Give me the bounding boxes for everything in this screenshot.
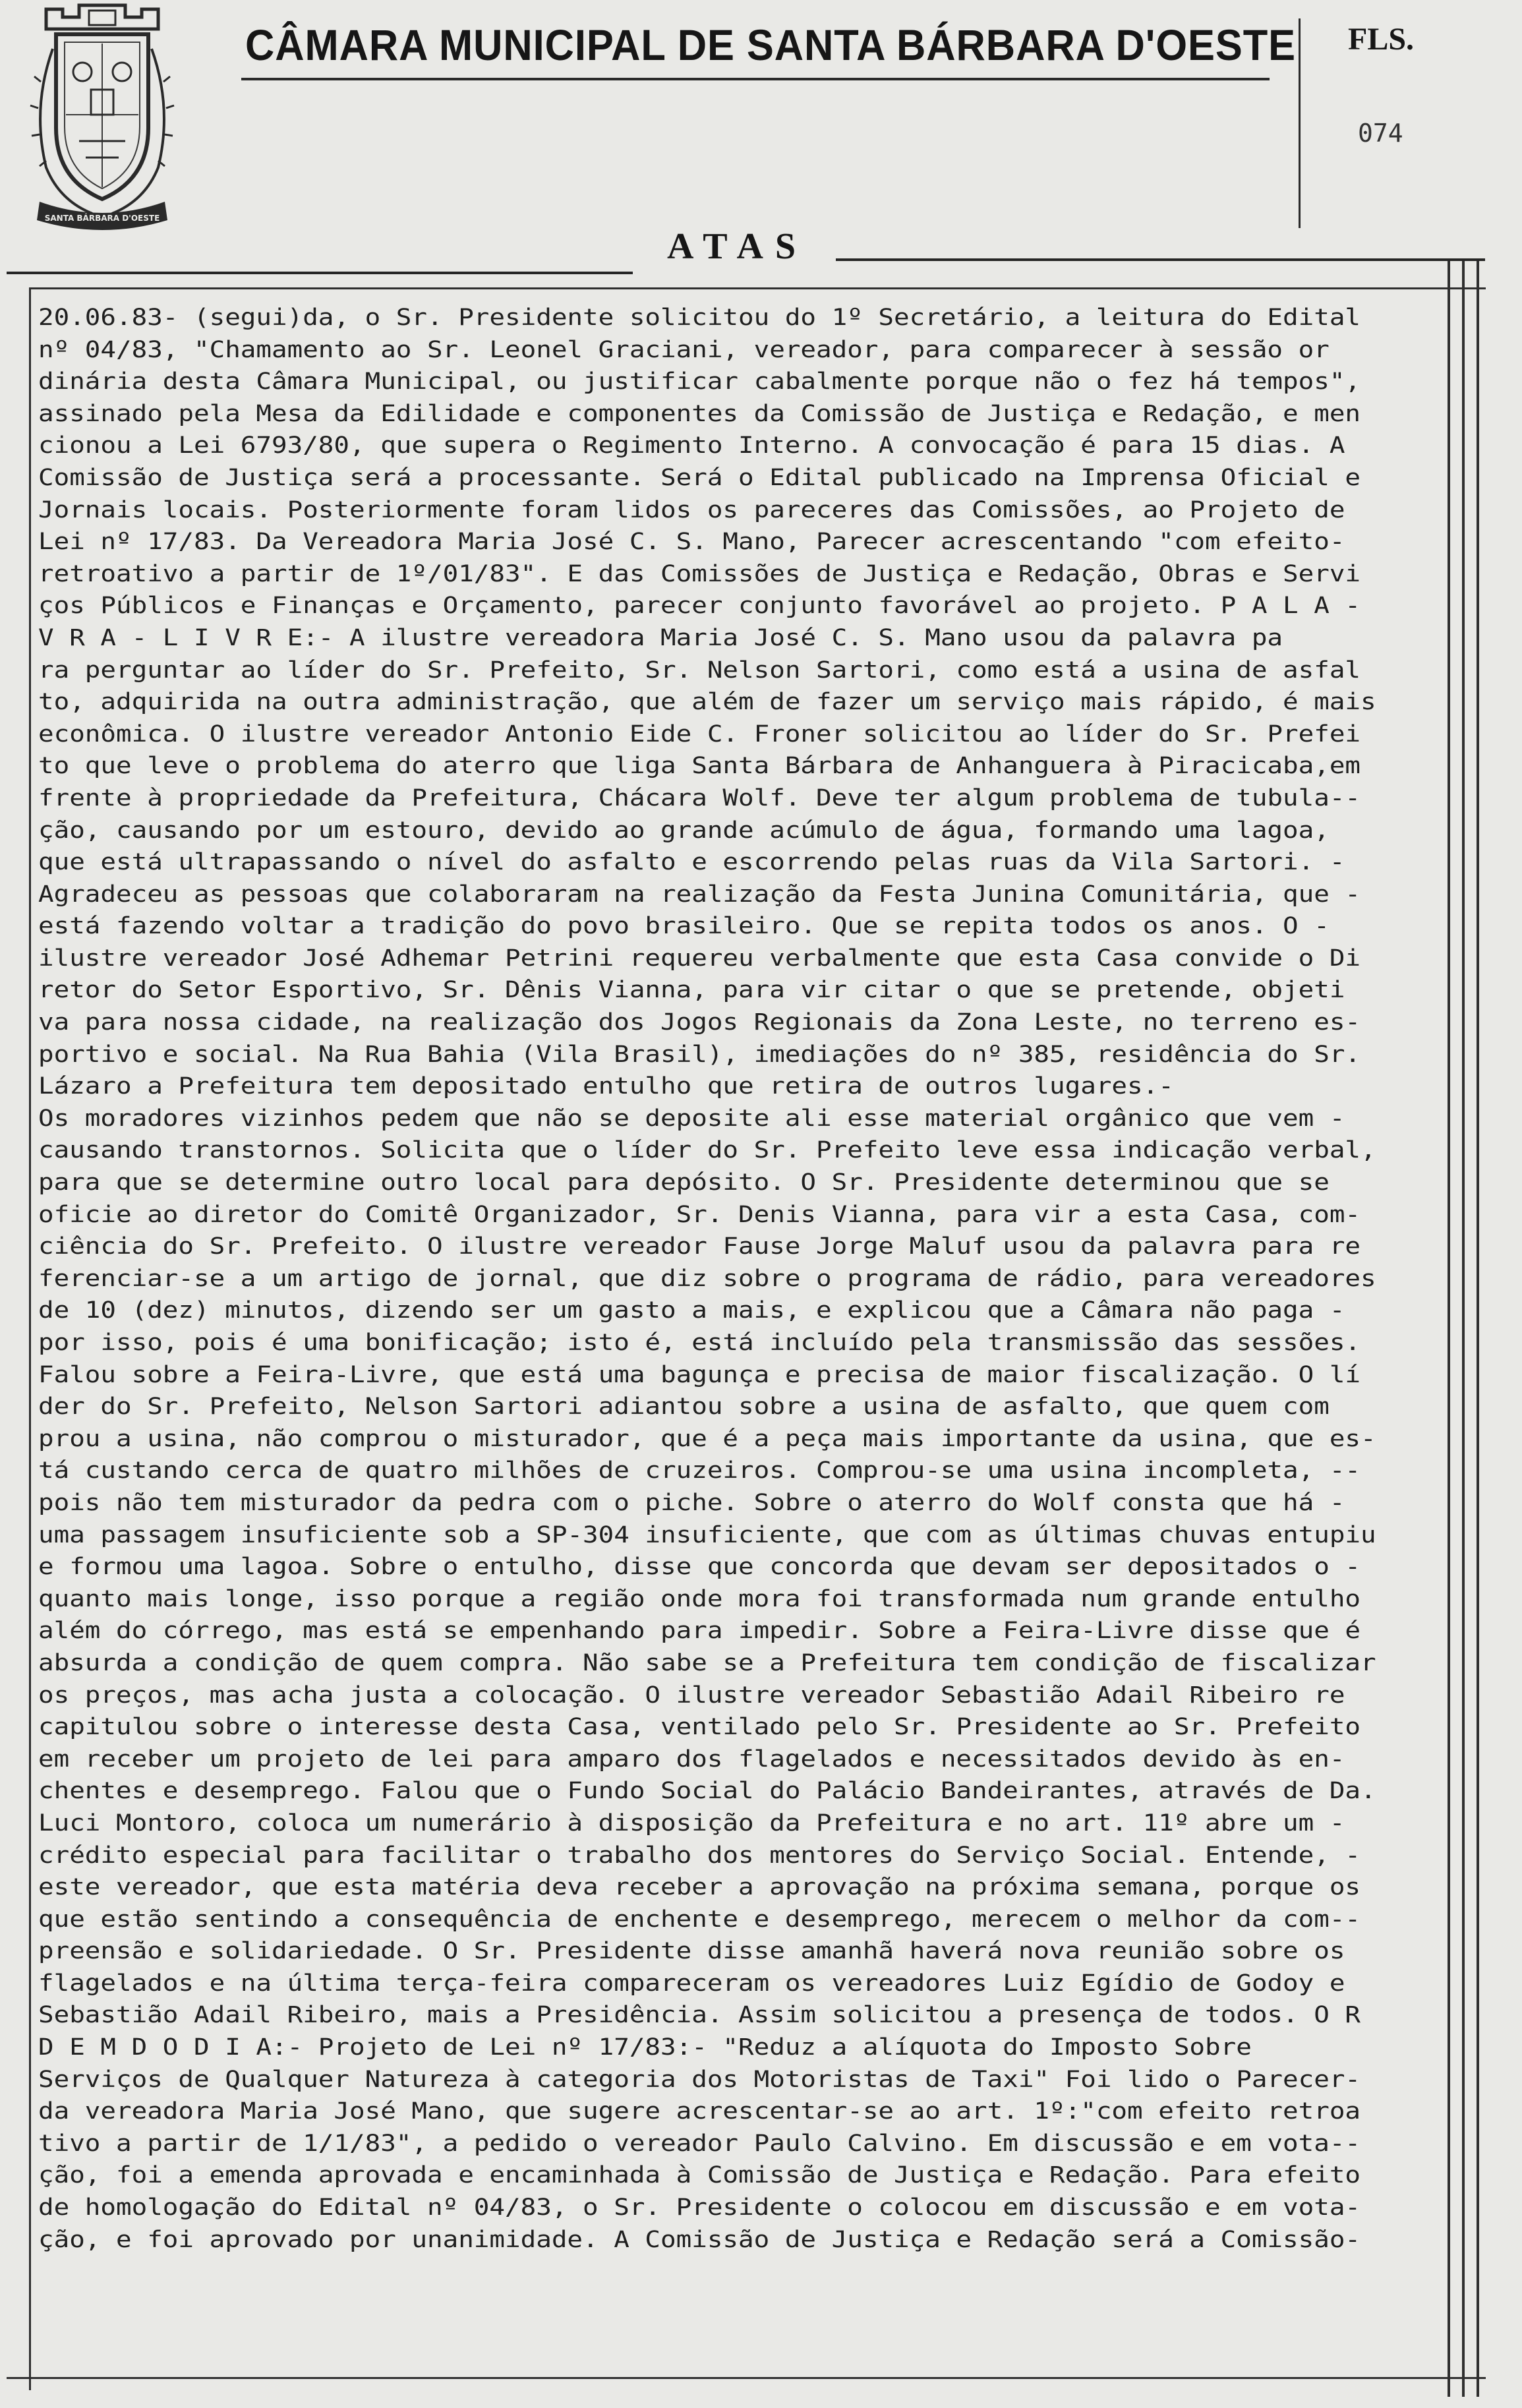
minutes-line [38, 1039, 1448, 1071]
frame-top-rule [29, 287, 1486, 289]
minutes-line-text: oficie ao diretor do Comitê Organizador, Sr. Denis Vianna, para vir a esta Casa, com- [38, 1201, 1361, 1228]
minutes-line-text: Falou sobre a Feira-Livre, que está uma bagunça e precisa de maior fiscalização. O lí [38, 1361, 1361, 1388]
minutes-line [38, 1295, 1448, 1327]
minutes-line [38, 1744, 1448, 1776]
municipal-coat-of-arms-icon [26, 3, 178, 233]
minutes-line-text: V R A - L I V R E:- A ilustre vereadora Maria José C. S. Mano usou da palavra pa [38, 624, 1283, 651]
minutes-line [38, 1263, 1448, 1295]
minutes-line [38, 398, 1448, 430]
section-rule-left [7, 272, 633, 274]
minutes-line [38, 1199, 1448, 1231]
minutes-line-text: dinária desta Câmara Municipal, ou justificar cabalmente porque não o fez há tempos", [38, 368, 1361, 396]
minutes-line [38, 558, 1448, 591]
minutes-line [38, 815, 1448, 847]
minutes-line [38, 1680, 1448, 1712]
minutes-line [38, 1134, 1448, 1167]
minutes-line [38, 1551, 1448, 1583]
minutes-line-text: prou a usina, não comprou o misturador, que é a peça mais importante da usina, que es- [38, 1425, 1376, 1452]
minutes-line [38, 462, 1448, 494]
minutes-line-text: para que se determine outro local para depósito. O Sr. Presidente determinou que se [38, 1169, 1330, 1196]
minutes-line-text: ferenciar-se a um artigo de jornal, que diz sobre o programa de rádio, para vereadores [38, 1265, 1376, 1292]
minutes-line [38, 2064, 1448, 2096]
minutes-line-text: além do córrego, mas está se empenhando para impedir. Sobre a Feira-Livre disse que é [38, 1618, 1361, 1645]
minutes-line-text: portivo e social. Na Rua Bahia (Vila Brasil), imediações do nº 385, residência do Sr. [38, 1041, 1361, 1068]
minutes-line-text: Agradeceu as pessoas que colaboraram na realização da Festa Junina Comunitária, que - [38, 881, 1361, 908]
minutes-line-text: quanto mais longe, isso porque a região onde mora foi transformada num grande entulho [38, 1585, 1361, 1612]
minutes-line [38, 974, 1448, 1007]
minutes-line-text: ciência do Sr. Prefeito. O ilustre vereador Fause Jorge Maluf usou da palavra para re [38, 1233, 1361, 1260]
frame-right-rule [1477, 261, 1479, 2397]
minutes-line [38, 1167, 1448, 1199]
minutes-line-text: flagelados e na última terça-feira compareceram os vereadores Luiz Egídio de Godoy e [38, 1970, 1345, 1997]
minutes-line [38, 686, 1448, 719]
minutes-line-text: retroativo a partir de 1º/01/83". E das Comissões de Justiça e Redação, Obras e Servi [38, 560, 1361, 587]
minutes-line-text: chentes e desemprego. Falou que o Fundo Social do Palácio Bandeirantes, através de Da. [38, 1778, 1376, 1805]
minutes-line-text: de 10 (dez) minutos, dizendo ser um gasto a mais, e explicou que a Câmara não paga - [38, 1297, 1345, 1324]
minutes-line-text: pois não tem misturador da pedra com o piche. Sobre o aterro do Wolf consta que há - [38, 1489, 1345, 1516]
minutes-line-text: ção, foi a emenda aprovada e encaminhada à Comissão de Justiça e Redação. Para efeito [38, 2162, 1361, 2189]
minutes-line [38, 782, 1448, 815]
minutes-line [38, 1103, 1448, 1135]
minutes-line [38, 1231, 1448, 1263]
folio-number: 074 [1358, 119, 1403, 148]
minutes-line-text: ção, e foi aprovado por unanimidade. A Comissão de Justiça e Redação será a Comissão- [38, 2226, 1361, 2253]
minutes-line-text: tá custando cerca de quatro milhões de cruzeiros. Comprou-se uma usina incompleta, -- [38, 1457, 1361, 1484]
minutes-line-text: Lei nº 17/83. Da Vereadora Maria José C. S. Mano, Parecer acrescentando "com efeito- [38, 529, 1345, 556]
header-divider [1299, 18, 1301, 228]
minutes-line [38, 2096, 1448, 2128]
minutes-line-text: capitulou sobre o interesse desta Casa, ventilado pelo Sr. Presidente ao Sr. Prefeito [38, 1714, 1361, 1741]
minutes-line [38, 1487, 1448, 1519]
minutes-line-text: Jornais locais. Posteriormente foram lidos os pareceres das Comissões, ao Projeto de [38, 496, 1345, 523]
minutes-line [38, 943, 1448, 975]
minutes-line-text: Serviços de Qualquer Natureza à categoria dos Motoristas de Taxi" Foi lido o Parecer- [38, 2066, 1361, 2093]
minutes-line [38, 750, 1448, 782]
minutes-line-text: por isso, pois é uma bonificação; isto é, está incluído pela transmissão das sessões. [38, 1330, 1361, 1356]
minutes-line [38, 1968, 1448, 2000]
minutes-line-text: preensão e solidariedade. O Sr. Presidente disse amanhã haverá nova reunião sobre os [38, 1938, 1345, 1965]
minutes-line [38, 2128, 1448, 2160]
minutes-line-text: Os moradores vizinhos pedem que não se deposite ali esse material orgânico que vem - [38, 1105, 1345, 1132]
minutes-line [38, 1519, 1448, 1552]
minutes-line [38, 655, 1448, 687]
minutes-line [38, 1904, 1448, 1936]
minutes-line [38, 1615, 1448, 1647]
minutes-line [38, 1711, 1448, 1744]
minutes-line-text: absurda a condição de quem compra. Não sabe se a Prefeitura tem condição de fiscalizar [38, 1649, 1376, 1676]
minutes-line [38, 879, 1448, 911]
minutes-line-text: to que leve o problema do aterro que liga Santa Bárbara de Anhanguera à Piracicaba,em [38, 753, 1361, 780]
minutes-line [38, 1999, 1448, 2032]
minutes-line-text: os preços, mas acha justa a colocação. O ilustre vereador Sebastião Adail Ribeiro re [38, 1682, 1345, 1709]
chamber-title: CÂMARA MUNICIPAL DE SANTA BÁRBARA D'OESTE [245, 20, 1297, 69]
minutes-line [38, 302, 1448, 334]
minutes-line-text: causando transtornos. Solicita que o líder do Sr. Prefeito leve essa indicação verbal, [38, 1137, 1376, 1164]
minutes-line-text: tivo a partir de 1/1/83", a pedido o vereador Paulo Calvino. Em discussão e em vota-- [38, 2130, 1361, 2157]
minutes-line [38, 1935, 1448, 1968]
minutes-line-text: em receber um projeto de lei para amparo dos flagelados e necessitados devido às en- [38, 1746, 1345, 1773]
minutes-line-text: que está ultrapassando o nível do asfalto e escorrendo pelas ruas da Vila Sartori. - [38, 849, 1345, 876]
minutes-line-text: 20.06.83- (segui)da, o Sr. Presidente solicitou do 1º Secretário, a leitura do Edital [38, 305, 1361, 331]
minutes-line-text: ção, causando por um estouro, devido ao grande acúmulo de água, formando uma lagoa, [38, 817, 1330, 844]
minutes-line [38, 1871, 1448, 1904]
minutes-line-text: Lázaro a Prefeitura tem depositado entulho que retira de outros lugares.- [38, 1073, 1174, 1100]
svg-text:SANTA BÁRBARA D'OESTE: SANTA BÁRBARA D'OESTE [44, 214, 160, 223]
section-heading: ATAS [667, 226, 808, 267]
minutes-line-text: der do Sr. Prefeito, Nelson Sartori adiantou sobre a usina de asfalto, que quem com [38, 1394, 1330, 1421]
minutes-line-text: cionou a Lei 6793/80, que supera o Regimento Interno. A convocação é para 15 dias. A [38, 432, 1345, 459]
minutes-line [38, 2224, 1448, 2256]
minutes-line-text: ços Públicos e Finanças e Orçamento, parecer conjunto favorável ao projeto. P A L A - [38, 593, 1361, 620]
minutes-line [38, 1423, 1448, 1455]
minutes-line [38, 1327, 1448, 1359]
minutes-line-text: va para nossa cidade, na realização dos Jogos Regionais da Zona Leste, no terreno es- [38, 1009, 1361, 1036]
frame-right-rule [1462, 261, 1465, 2397]
minutes-line-text: frente à propriedade da Prefeitura, Chácara Wolf. Deve ter algum problema de tubula-- [38, 784, 1361, 811]
minutes-line-text: uma passagem insuficiente sob a SP-304 insuficiente, que com as últimas chuvas entupiu [38, 1521, 1376, 1548]
minutes-line-text: retor do Setor Esportivo, Sr. Dênis Vianna, para vir citar o que se pretende, objeti [38, 977, 1345, 1004]
minutes-line [38, 2159, 1448, 2192]
minutes-line [38, 526, 1448, 558]
minutes-line [38, 1647, 1448, 1680]
minutes-line [38, 2192, 1448, 2224]
minutes-line [38, 719, 1448, 751]
minutes-line-text: nº 04/83, "Chamamento ao Sr. Leonel Graciani, vereador, para comparecer à sessão or [38, 336, 1330, 363]
minutes-line-text: D E M D O D I A:- Projeto de Lei nº 17/83:- "Reduz a alíquota do Imposto Sobre [38, 2034, 1252, 2061]
minutes-line-text: econômica. O ilustre vereador Antonio Eide C. Froner solicitou ao líder do Sr. Prefei [38, 720, 1361, 748]
minutes-line [38, 1455, 1448, 1487]
minutes-line [38, 1807, 1448, 1840]
minutes-line [38, 1359, 1448, 1392]
minutes-line-text: Luci Montoro, coloca um numerário à disposição da Prefeitura e no art. 11º abre um - [38, 1809, 1345, 1836]
minutes-line-text: Comissão de Justiça será a processante. Será o Edital publicado na Imprensa Oficial e [38, 464, 1361, 491]
minutes-line [38, 1583, 1448, 1616]
frame-left-rule [29, 287, 31, 2390]
minutes-line-text: está fazendo voltar a tradição do povo brasileiro. Que se repita todos os anos. O - [38, 913, 1330, 940]
minutes-line-text: assinado pela Mesa da Edilidade e componentes da Comissão de Justiça e Redação, e men [38, 400, 1361, 427]
minutes-line [38, 1007, 1448, 1039]
minutes-line [38, 1071, 1448, 1103]
minutes-line-text: este vereador, que esta matéria deva receber a aprovação na próxima semana, porque os [38, 1874, 1361, 1901]
minutes-line [38, 1391, 1448, 1423]
folio-label: FLS. [1348, 22, 1415, 57]
minutes-line [38, 2032, 1448, 2064]
minutes-line-text: ra perguntar ao líder do Sr. Prefeito, Sr. Nelson Sartori, como está a usina de asfal [38, 657, 1361, 684]
frame-right-rule [1448, 261, 1450, 2397]
minutes-line [38, 622, 1448, 655]
minutes-line-text: to, adquirida na outra administração, que além de fazer um serviço mais rápido, é mais [38, 689, 1376, 716]
minutes-line [38, 366, 1448, 398]
minutes-line [38, 430, 1448, 462]
minutes-line-text: ilustre vereador José Adhemar Petrini requereu verbalmente que esta Casa convide o Di [38, 945, 1361, 972]
title-underline [241, 78, 1270, 80]
minutes-line [38, 334, 1448, 367]
frame-bottom-rule [7, 2377, 1486, 2379]
minutes-line-text: que estão sentindo a consequência de enchente e desemprego, merecem o melhor da com-- [38, 1906, 1361, 1933]
minutes-line [38, 590, 1448, 622]
minutes-line [38, 1840, 1448, 1872]
minutes-line-text: de homologação do Edital nº 04/83, o Sr. Presidente o colocou em discussão e em vota- [38, 2194, 1361, 2221]
section-rule-right [836, 258, 1485, 261]
minutes-line-text: crédito especial para facilitar o trabalho dos mentores do Serviço Social. Entende, - [38, 1842, 1361, 1869]
minutes-line-text: da vereadora Maria José Mano, que sugere acrescentar-se ao art. 1º:"com efeito retroa [38, 2098, 1361, 2125]
minutes-line-text: e formou uma lagoa. Sobre o entulho, disse que concorda que devam ser depositados o - [38, 1554, 1361, 1581]
minutes-line [38, 910, 1448, 943]
minutes-line [38, 846, 1448, 879]
minutes-line-text: Sebastião Adail Ribeiro, mais a Presidência. Assim solicitou a presença de todos. O R [38, 2002, 1361, 2029]
minutes-line [38, 1775, 1448, 1807]
minutes-line [38, 494, 1448, 527]
minutes-text [38, 302, 1448, 2256]
